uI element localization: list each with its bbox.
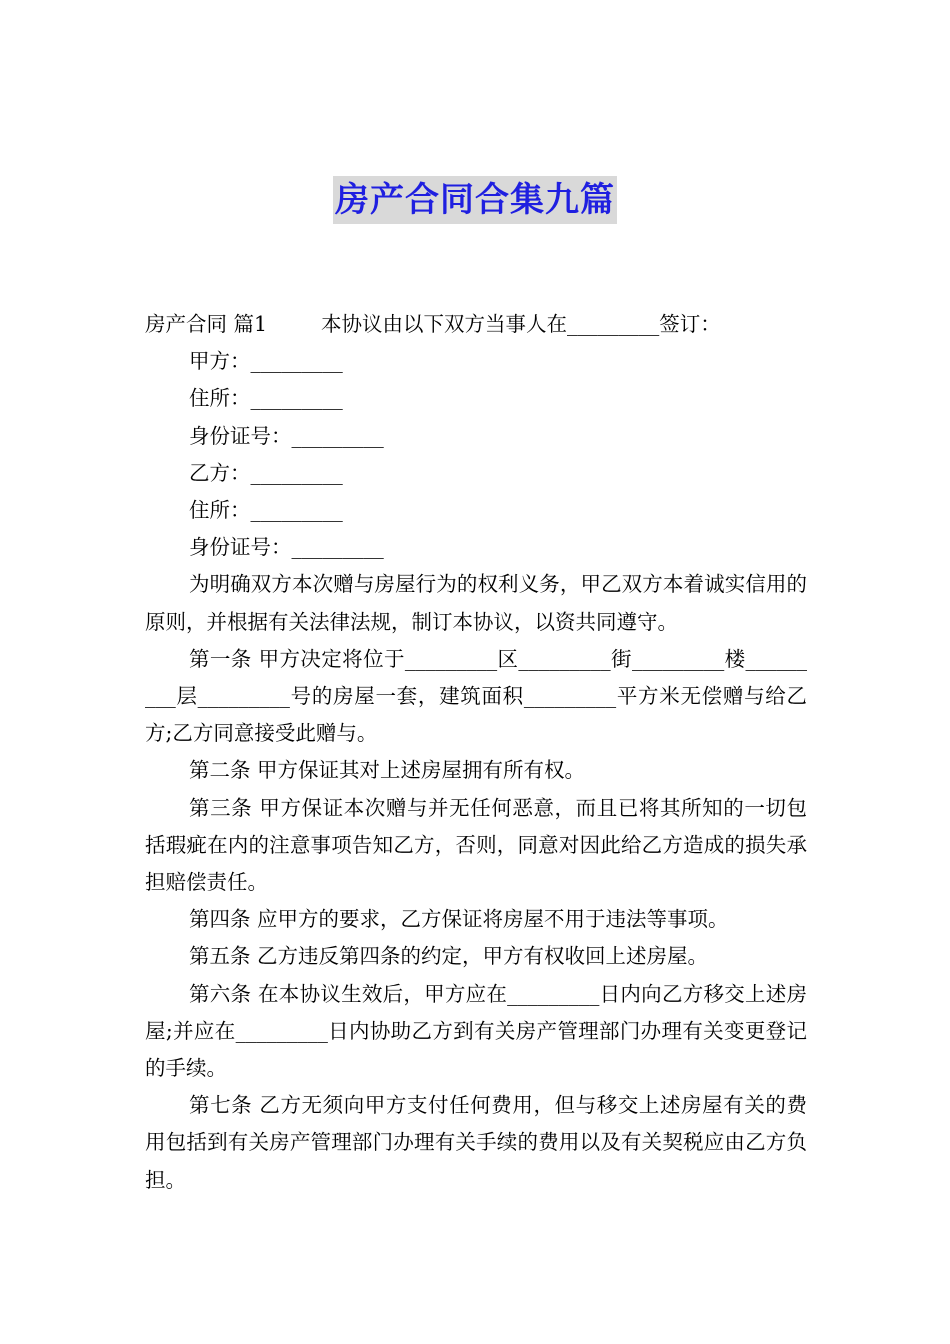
party-b-id-field: 身份证号：_________ <box>189 535 384 560</box>
contract-heading-line <box>145 306 807 343</box>
article-7-paragraph: 第七条 乙方无须向甲方支付任何费用，但与移交上述房屋有关的费用包括到有关房产管理部门办理有关手续的费用以及有关契税应由乙方负担。 <box>145 1093 807 1192</box>
party-a-address-field: 住所：_________ <box>189 386 343 411</box>
article-2-paragraph: 第二条 甲方保证其对上述房屋拥有所有权。 <box>189 758 586 783</box>
contract-intro: 本协议由以下双方当事人在_________签订： <box>321 312 721 336</box>
party-a-field: 甲方：_________ <box>189 349 343 374</box>
article-4-paragraph: 第四条 应甲方的要求，乙方保证将房屋不用于违法等事项。 <box>189 907 729 932</box>
title-wrapper <box>0 176 950 224</box>
party-b-field: 乙方：_________ <box>189 460 343 485</box>
article-6-paragraph: 第六条 在本协议生效后，甲方应在_________日内向乙方移交上述房屋;并应在_________日内协助乙方到有关房产管理部门办理有关变更登记的手续。 <box>145 981 807 1080</box>
preamble-paragraph: 为明确双方本次赠与房屋行为的权利义务，甲乙双方本着诚实信用的原则，并根据有关法律法规，制订本协议，以资共同遵守。 <box>145 572 807 634</box>
document-title: 房产合同合集九篇 <box>333 176 617 224</box>
article-5-paragraph: 第五条 乙方违反第四条的约定，甲方有权收回上述房屋。 <box>189 944 709 969</box>
article-1-paragraph: 第一条 甲方决定将位于_________区_________街_________楼_________层_________号的房屋一套，建筑面积_________平方米无偿赠与给乙方;乙方同意接受此赠与。 <box>145 646 807 746</box>
article-3-paragraph: 第三条 甲方保证本次赠与并无任何恶意，而且已将其所知的一切包括瑕疵在内的注意事项告知乙方，否则，同意对因此给乙方造成的损失承担赔偿责任。 <box>145 795 807 894</box>
contract-section-label: 房产合同 篇1 <box>145 312 268 336</box>
document-body <box>145 306 807 1199</box>
party-b-address-field: 住所：_________ <box>189 497 343 522</box>
party-a-id-field: 身份证号：_________ <box>189 423 384 448</box>
